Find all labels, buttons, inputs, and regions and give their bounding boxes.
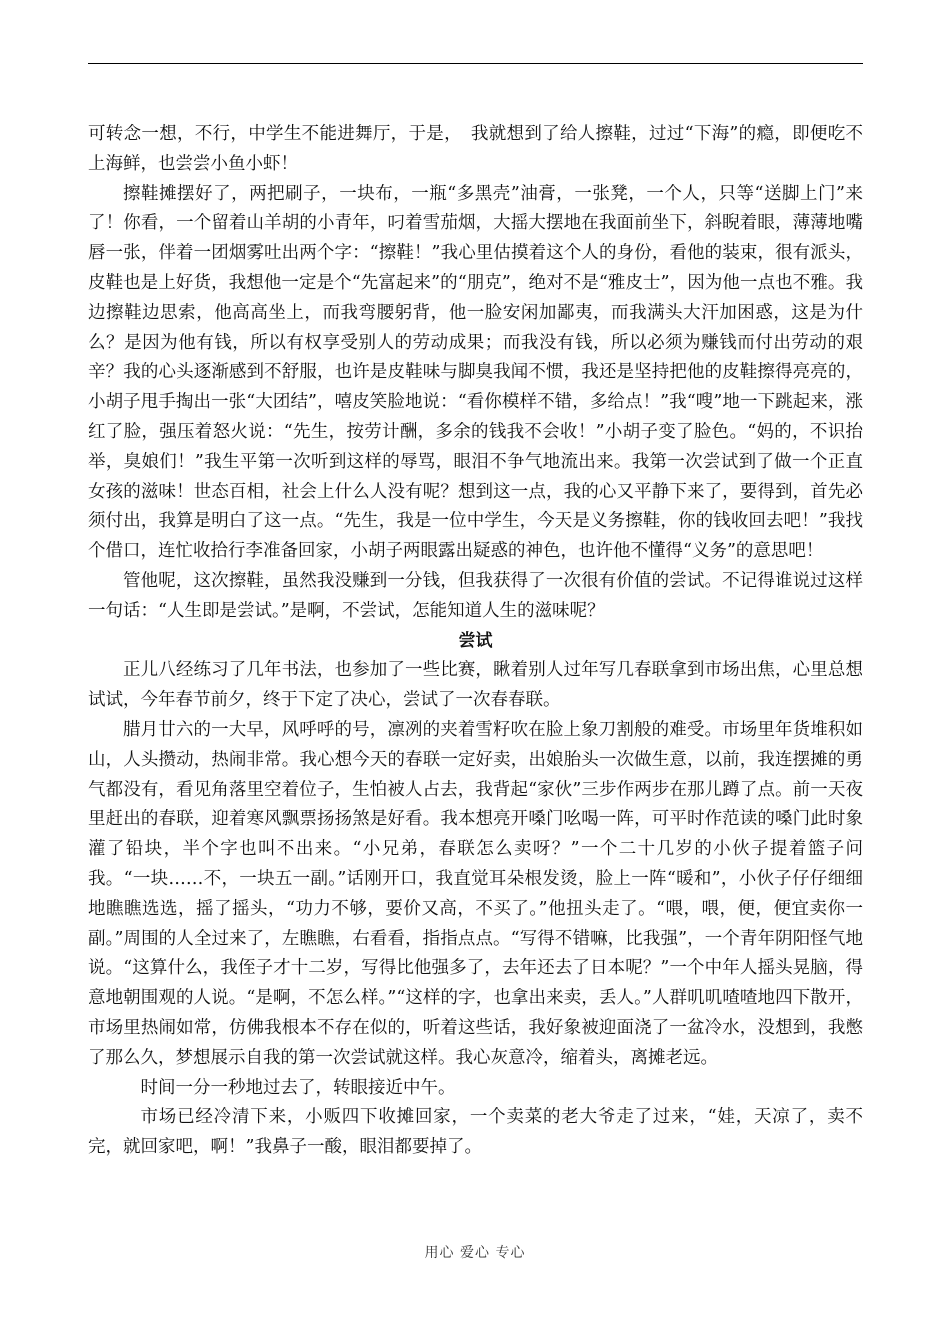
paragraph: 正儿八经练习了几年书法，也参加了一些比赛，瞅着别人过年写几春联拿到市场出焦，心里总想试试，今年春节前夕，终于下定了决心，尝试了一次春春联。	[88, 660, 863, 711]
document-body	[88, 120, 863, 1163]
page-footer: 用心 爱心 专心	[424, 1245, 526, 1261]
header-rule	[88, 63, 863, 64]
paragraph: 管他呢，这次擦鞋，虽然我没赚到一分钱，但我获得了一次很有价值的尝试。不记得谁说过这样一句话：“人生即是尝试。”是啊，不尝试，怎能知道人生的滋味呢？	[88, 570, 863, 621]
paragraph: 市场已经冷清下来，小贩四下收摊回家，一个卖菜的老大爷走了过来，“娃，天凉了，卖不完，就回家吧，啊！”我鼻子一酸，眼泪都要掉了。	[88, 1107, 863, 1158]
paragraph: 腊月廿六的一大早，风呼呼的号，凛冽的夹着雪籽吹在脸上象刀割般的难受。市场里年货堆积如山，人头攒动，热闹非常。我心想今天的春联一定好卖，出娘胎头一次做生意，以前，我连摆摊的勇气都没有，看见角落里空着位子，生怕被人占去，我背起“家伙”三步作两步在那儿蹲了点。前一天夜里赶出的春联，迎着寒风飘票扬扬煞是好看。我本想亮开嗓门吆喝一阵，可平时作范读的嗓门此时象灌了铅块，半个字也叫不出来。“小兄弟，春联怎么卖呀？”一个二十几岁的小伙子提着篮子问我。“一块……不，一块五一副。”话刚开口，我直觉耳朵根发烫，脸上一阵“暖和”，小伙子仔仔细细地瞧瞧选选，摇了摇头，“功力不够，要价又高，不买了。”他扭头走了。“喂，喂，便，便宜卖你一副。”周围的人全过来了，左瞧瞧，右看看，指指点点。“写得不错嘛，比我强”，一个青年阴阳怪气地说。“这算什么，我侄子才十二岁，写得比他强多了，去年还去了日本呢？”一个中年人摇头晃脑，得意地朝围观的人说。“是啊，不怎么样。”“这样的字，也拿出来卖，丢人。”人群叽叽喳喳地四下散开，市场里热闹如常，仿佛我根本不存在似的，听着这些话，我好象被迎面浇了一盆冷水，没想到，我憋了那么久，梦想展示自我的第一次尝试就这样。我心灰意冷，缩着头，离摊老远。	[88, 719, 863, 1068]
paragraph: 时间一分一秒地过去了，转眼接近中午。	[140, 1077, 456, 1098]
section-title: 尝试	[458, 630, 493, 651]
paragraph: 可转念一想，不行，中学生不能进舞厅，于是， 我就想到了给人擦鞋，过过“下海”的瘾，即便吃不上海鲜，也尝尝小鱼小虾！	[88, 124, 863, 174]
paragraph: 擦鞋摊摆好了，两把刷子，一块布，一瓶“多黑壳”油膏，一张凳，一个人，只等“送脚上门”来了！你看，一个留着山羊胡的小青年，叼着雪茄烟，大摇大摆地在我面前坐下，斜睨着眼，薄薄地嘴唇一张，伴着一团烟雾吐出两个字：“擦鞋！”我心里估摸着这个人的身份，看他的装束，很有派头，皮鞋也是上好货，我想他一定是个“先富起来”的“朋克”，绝对不是“雅皮士”，因为他一点也不雅。我边擦鞋边思索，他高高坐上，而我弯腰躬背，他一脸安闲加鄙夷，而我满头大汗加困惑，这是为什么？是因为他有钱，所以有权享受别人的劳动成果；而我没有钱，所以必须为赚钱而付出劳动的艰辛？我的心头逐渐感到不舒服，也许是皮鞋味与脚臭我闻不惯，我还是坚持把他的皮鞋擦得亮亮的，小胡子甩手掏出一张“大团结”，嘻皮笑脸地说：“看你模样不错，多给点！”我“嗖”地一下跳起来，涨红了脸，强压着怒火说：“先生，按劳计酬，多余的钱我不会收！”小胡子变了脸色。“妈的，不识抬举，臭娘们！”我生平第一次听到这样的辱骂，眼泪不争气地流出来。我第一次尝试到了做一个正直女孩的滋味！世态百相，社会上什么人没有呢？想到这一点，我的心又平静下来了，要得到，首先必须付出，我算是明白了这一点。“先生，我是一位中学生，今天是义务擦鞋，你的钱收回去吧！”我找个借口，连忙收拾行李准备回家，小胡子两眼露出疑惑的神色，也许他不懂得“义务”的意思吧！	[88, 183, 863, 562]
